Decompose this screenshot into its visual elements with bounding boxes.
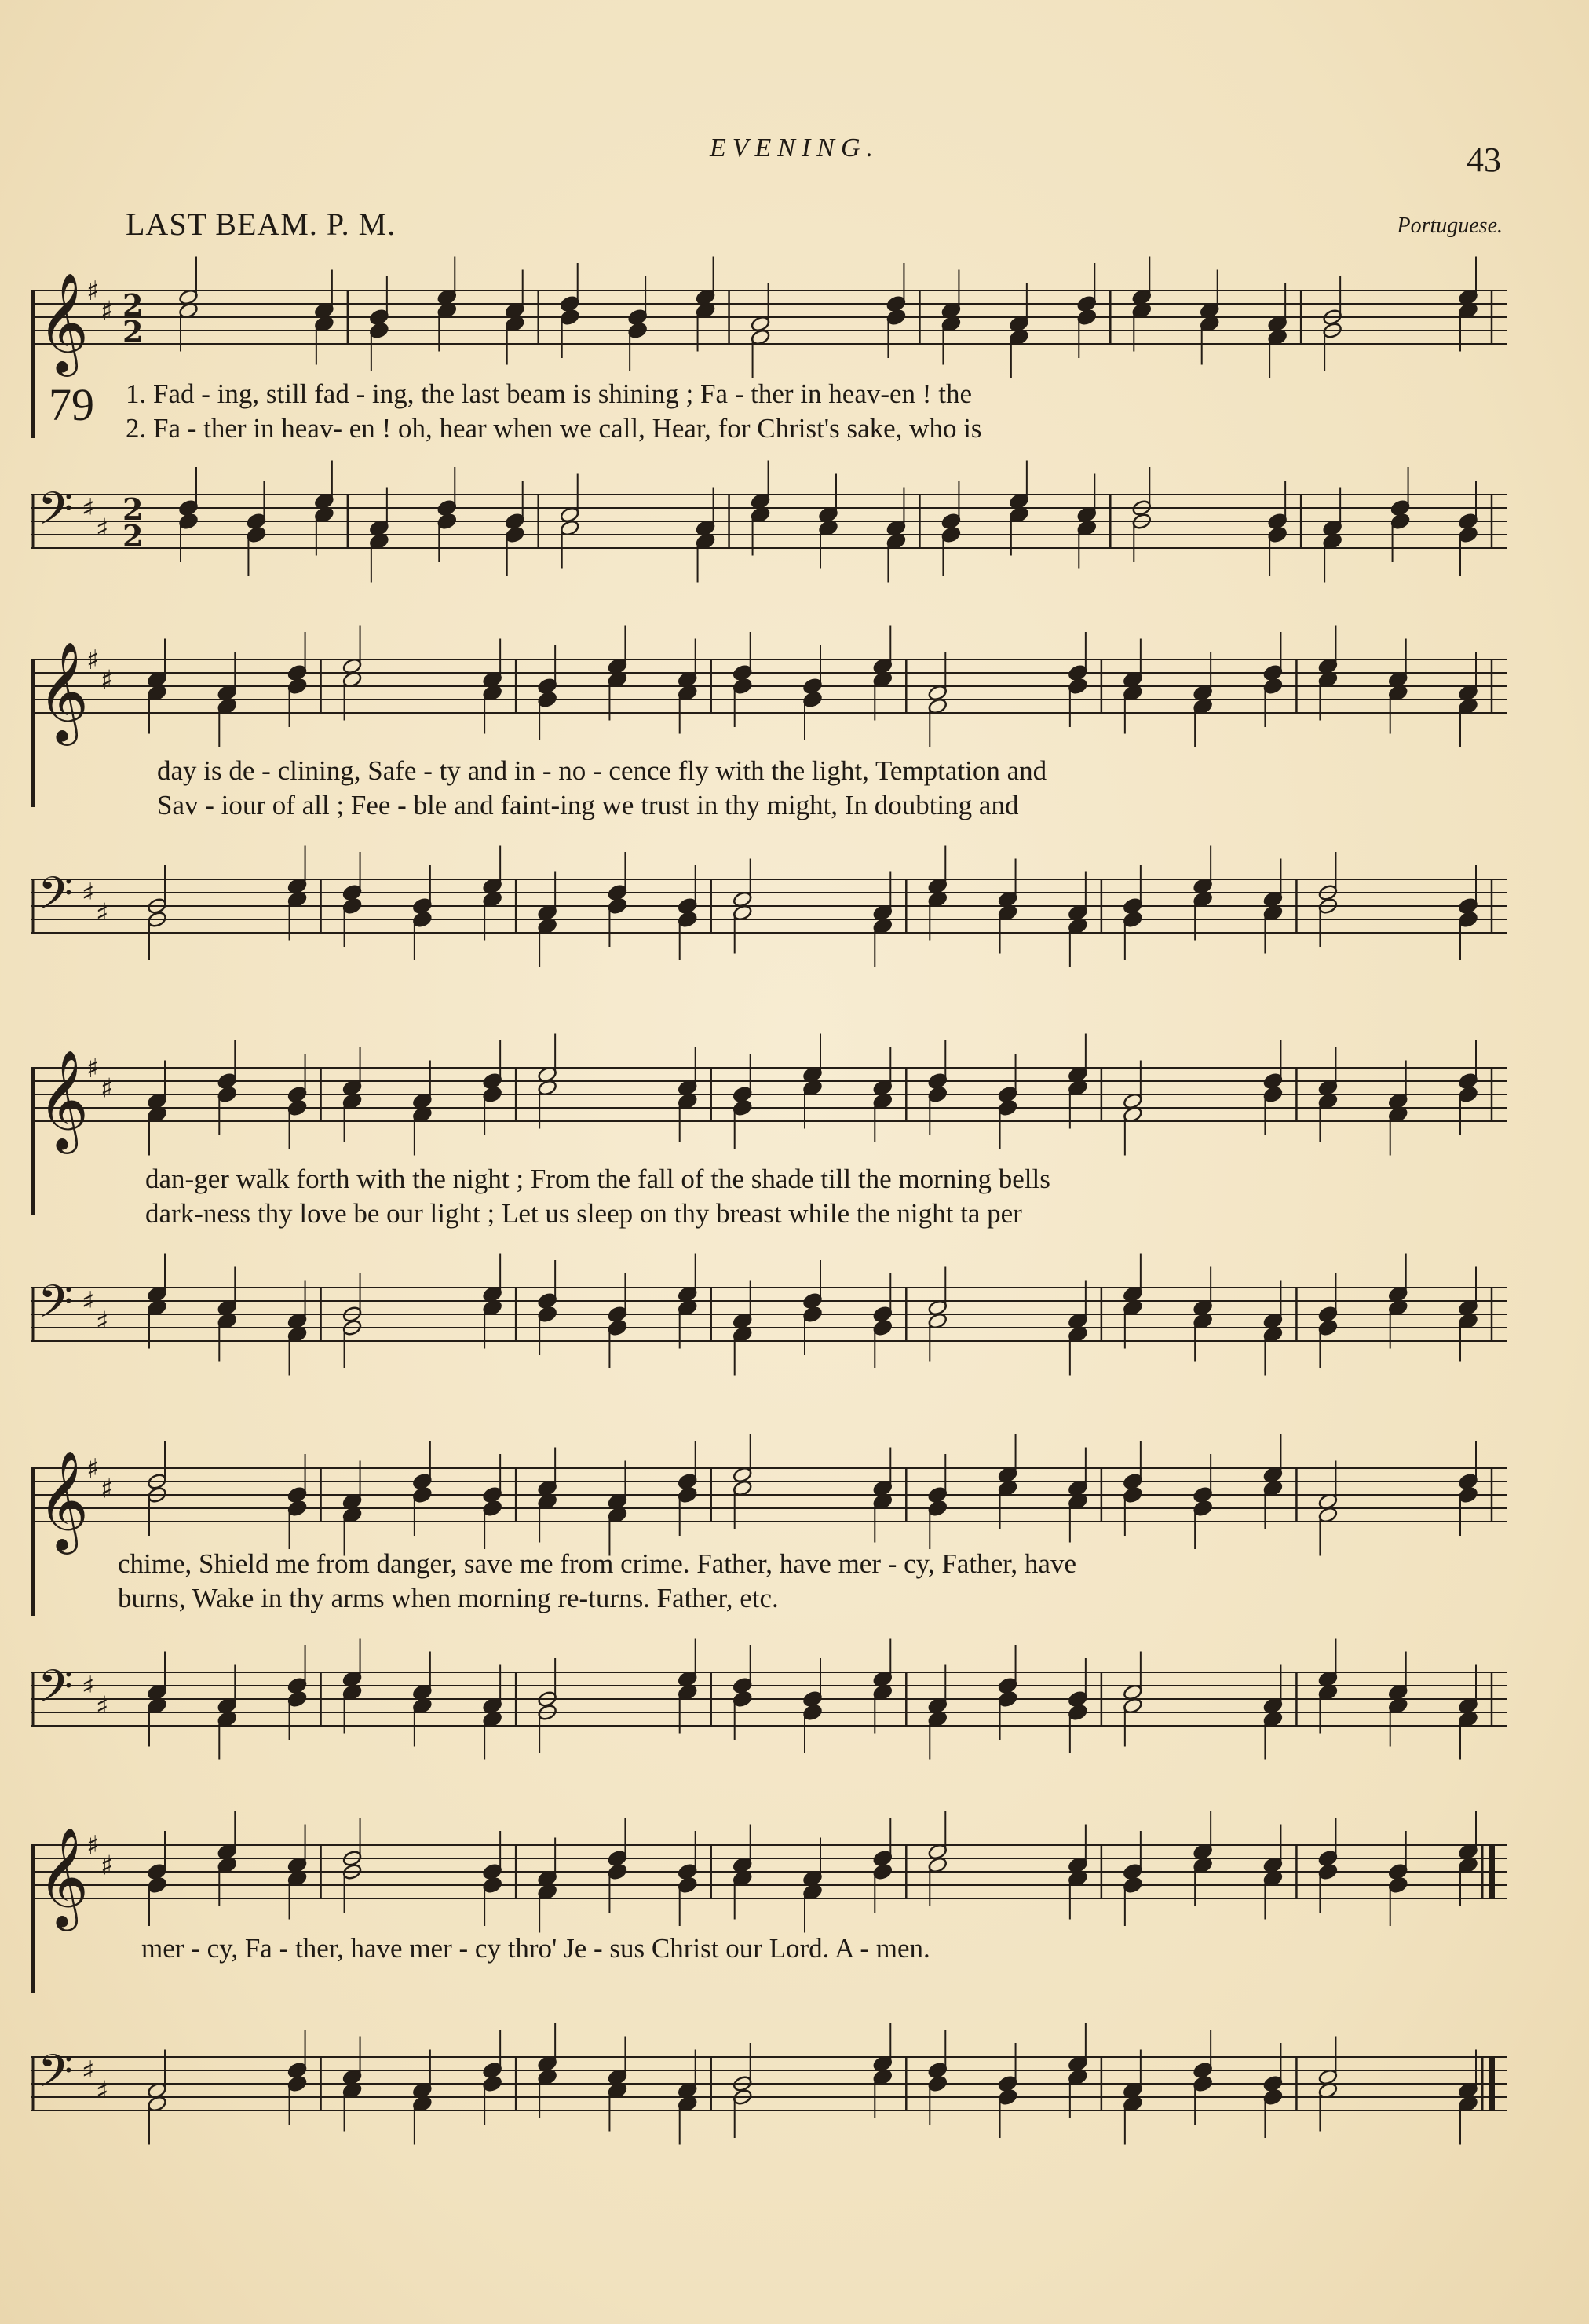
treble-clef-icon: 𝄞 (38, 641, 89, 741)
music-system-3 (31, 1029, 1507, 1390)
bass-staff (31, 856, 1507, 1013)
lyric-verse-2: burns, Wake in thy arms when morning re-turns. Father, etc. (118, 1583, 779, 1613)
sharp-icon: ♯ (100, 1850, 114, 1882)
bass-clef-icon: 𝄢 (38, 867, 74, 931)
running-head: EVENING. (709, 133, 880, 163)
lyric-verse-1: day is de - clining, Safe - ty and in - no - cence fly with the light, Temptation and (157, 755, 1047, 786)
sharp-icon: ♯ (100, 1072, 114, 1105)
lyrics (118, 1547, 1076, 1616)
bass-clef-icon: 𝄢 (38, 2044, 74, 2109)
lyrics (141, 1931, 930, 1966)
sharp-icon: ♯ (100, 1473, 114, 1505)
tune-name: LAST BEAM. P. M. (126, 206, 396, 242)
time-signature-denominator: 2 (122, 314, 144, 349)
bass-staff (31, 1264, 1507, 1421)
treble-clef-icon: 𝄞 (38, 1826, 89, 1927)
sharp-icon: ♯ (86, 645, 100, 676)
music-system-5 (31, 1806, 1507, 2167)
lyric-verse-1: 1. Fad - ing, still fad - ing, the last beam is shining ; Fa - ther in heav-en ! the (126, 378, 972, 409)
sharp-icon: ♯ (82, 493, 95, 524)
sharp-icon: ♯ (82, 1286, 95, 1317)
lyric-verse-1: mer - cy, Fa - ther, have mer - cy thro' Je - sus Christ our Lord. A - men. (141, 1933, 930, 1964)
music-system-1 (31, 251, 1507, 581)
treble-clef-icon: 𝄞 (38, 1049, 89, 1149)
sharp-icon: ♯ (100, 295, 114, 327)
bass-staff (31, 2034, 1507, 2191)
sharp-icon: ♯ (82, 878, 95, 909)
bass-staff (31, 471, 1507, 628)
treble-clef-icon: 𝄞 (38, 272, 89, 372)
lyric-verse-1: chime, Shield me from danger, save me from crime. Father, have mer - cy, Father, have (118, 1548, 1076, 1579)
lyric-verse-2: dark-ness thy love be our light ; Let us sleep on thy breast while the night ta per (145, 1198, 1022, 1229)
sharp-icon: ♯ (96, 1690, 109, 1723)
bass-clef-icon: 𝄢 (38, 1275, 74, 1339)
sharp-icon: ♯ (82, 1671, 95, 1702)
lyrics (126, 377, 982, 446)
sharp-icon: ♯ (86, 1053, 100, 1084)
sharp-icon: ♯ (96, 2075, 109, 2107)
lyric-verse-2: 2. Fa - ther in heav- en ! oh, hear when we call, Hear, for Christ's sake, who is (126, 413, 982, 444)
sharp-icon: ♯ (82, 2055, 95, 2087)
lyrics (157, 754, 1047, 823)
treble-clef-icon: 𝄞 (38, 1449, 89, 1550)
bass-clef-icon: 𝄢 (38, 482, 74, 546)
time-signature-numerator: 2 (122, 491, 144, 527)
bass-clef-icon: 𝄢 (38, 1660, 74, 1724)
bass-staff (31, 1649, 1507, 1806)
composer-credit: Portuguese. (1397, 214, 1503, 238)
sharp-icon: ♯ (100, 664, 114, 696)
sharp-icon: ♯ (96, 1306, 109, 1338)
sharp-icon: ♯ (86, 1453, 100, 1485)
page-number: 43 (1467, 141, 1501, 179)
time-signature-denominator: 2 (122, 518, 144, 554)
sharp-icon: ♯ (86, 276, 100, 307)
sharp-icon: ♯ (96, 897, 109, 930)
sharp-icon: ♯ (96, 513, 109, 545)
lyric-verse-2: Sav - iour of all ; Fee - ble and faint-ing we trust in thy might, In doubting and (157, 790, 1019, 820)
music-system-2 (31, 620, 1507, 981)
sharp-icon: ♯ (86, 1830, 100, 1862)
hymn-number: 79 (49, 379, 94, 430)
lyrics (145, 1162, 1050, 1231)
lyric-verse-1: dan-ger walk forth with the night ; From the fall of the shade till the morning bells (145, 1164, 1050, 1194)
time-signature-numerator: 2 (122, 287, 144, 323)
music-system-4 (31, 1429, 1507, 1790)
